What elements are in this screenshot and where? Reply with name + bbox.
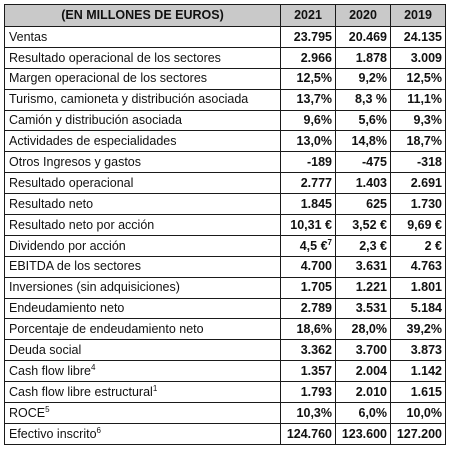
value-text: 10,3% (296, 405, 332, 420)
value-2020 (336, 110, 391, 131)
row-label-text: Dividendo por acción (9, 238, 126, 253)
row-label-text: Cash flow libre estructural (9, 384, 153, 399)
header-row (5, 5, 446, 27)
row-label (5, 152, 281, 173)
row-label (5, 340, 281, 361)
header-year-2021: 2021 (281, 5, 336, 27)
value-2019 (391, 152, 446, 173)
value-text: -189 (306, 155, 332, 170)
value-2020 (336, 298, 391, 319)
header-year-2019: 2019 (391, 5, 446, 27)
table-row (5, 277, 446, 298)
row-label (5, 194, 281, 215)
value-2020 (336, 68, 391, 89)
value-2019 (391, 47, 446, 68)
value-2019 (391, 361, 446, 382)
value-text: 13,0% (296, 134, 332, 149)
footnote-marker: 1 (152, 383, 158, 393)
value-text: 1.403 (355, 175, 387, 190)
row-label-text: Efectivo inscrito (9, 426, 97, 441)
row-label (5, 131, 281, 152)
value-2020 (336, 340, 391, 361)
value-2021 (281, 27, 336, 48)
value-text: 5.184 (410, 301, 442, 316)
value-2020 (336, 152, 391, 173)
value-text: 2,3 € (359, 238, 387, 253)
value-2021 (281, 215, 336, 236)
value-2020 (336, 256, 391, 277)
row-label-text: Resultado operacional de los sectores (9, 50, 221, 65)
value-2021 (281, 47, 336, 68)
value-2021 (281, 256, 336, 277)
table-row (5, 298, 446, 319)
value-text: 18,7% (406, 134, 442, 149)
row-label (5, 256, 281, 277)
table-row (5, 403, 446, 424)
value-2019 (391, 423, 446, 444)
value-text: 1.801 (410, 280, 442, 295)
value-2020 (336, 277, 391, 298)
row-label (5, 298, 281, 319)
value-text: 625 (366, 196, 387, 211)
value-2021 (281, 173, 336, 194)
value-text: 12,5% (406, 71, 442, 86)
value-text: 123.600 (341, 426, 387, 441)
table-row (5, 152, 446, 173)
value-text: 1.357 (300, 363, 332, 378)
row-label (5, 423, 281, 444)
footnote-marker: 5 (45, 404, 50, 414)
value-2019 (391, 27, 446, 48)
row-label-text: Deuda social (9, 343, 82, 358)
value-2020 (336, 361, 391, 382)
value-text: 124.760 (286, 426, 332, 441)
value-text: 39,2% (406, 322, 442, 337)
value-2019 (391, 298, 446, 319)
value-2020 (336, 173, 391, 194)
financial-table-container (4, 4, 445, 445)
value-text: 5,6% (358, 113, 387, 128)
table-row (5, 194, 446, 215)
value-text: 2.691 (410, 175, 442, 190)
row-label (5, 235, 281, 256)
value-text: 18,6% (296, 322, 332, 337)
value-text: 28,0% (351, 322, 387, 337)
row-label (5, 215, 281, 236)
value-text: 2 € (424, 238, 442, 253)
row-label-text: EBITDA de los sectores (9, 259, 142, 274)
value-2020 (336, 319, 391, 340)
value-2021 (281, 319, 336, 340)
value-text: 1.142 (410, 363, 442, 378)
header-units: (EN MILLONES DE EUROS) (5, 5, 281, 27)
table-row (5, 47, 446, 68)
value-2020 (336, 423, 391, 444)
row-label (5, 89, 281, 110)
value-text: 1.730 (410, 196, 442, 211)
value-text: 8,3 % (355, 92, 387, 107)
value-2020 (336, 131, 391, 152)
value-2019 (391, 277, 446, 298)
value-2020 (336, 382, 391, 403)
row-label-text: Turismo, camioneta y distribución asociada (9, 92, 249, 107)
value-text: 1.221 (355, 280, 387, 295)
row-label-text: Margen operacional de los sectores (9, 71, 208, 86)
value-text: 3.700 (355, 343, 387, 358)
value-text: 9,69 € (407, 217, 442, 232)
row-label (5, 319, 281, 340)
row-label-text: Ventas (9, 29, 48, 44)
footnote-marker: 7 (327, 237, 332, 247)
row-label (5, 68, 281, 89)
value-2019 (391, 110, 446, 131)
value-text: 2.010 (355, 384, 387, 399)
table-row (5, 131, 446, 152)
row-label-text: Cash flow libre (9, 363, 91, 378)
value-2019 (391, 256, 446, 277)
value-text: 11,1% (407, 92, 442, 107)
table-row (5, 27, 446, 48)
table-row (5, 235, 446, 256)
value-text: 12,5% (296, 71, 332, 86)
footnote-marker: 6 (96, 425, 101, 435)
value-text: 3.873 (410, 343, 442, 358)
value-text: 2.777 (300, 175, 332, 190)
row-label (5, 47, 281, 68)
row-label-text: Resultado operacional (9, 175, 134, 190)
value-2020 (336, 215, 391, 236)
value-2019 (391, 382, 446, 403)
value-2020 (336, 47, 391, 68)
row-label-text: Camión y distribución asociada (9, 113, 183, 128)
value-text: 1.878 (355, 50, 387, 65)
value-text: 2.789 (300, 301, 332, 316)
value-2021 (281, 403, 336, 424)
table-row (5, 423, 446, 444)
value-2021 (281, 382, 336, 403)
value-text: 10,31 € (290, 217, 332, 232)
value-2020 (336, 235, 391, 256)
value-2021 (281, 131, 336, 152)
value-2021 (281, 340, 336, 361)
row-label-text: Endeudamiento neto (9, 301, 125, 316)
row-label-text: Resultado neto (9, 196, 94, 211)
table-row (5, 319, 446, 340)
table-row (5, 382, 446, 403)
value-2019 (391, 173, 446, 194)
value-2020 (336, 403, 391, 424)
table-row (5, 256, 446, 277)
row-label-text: Actividades de especialidades (9, 134, 177, 149)
value-text: 4,5 € (299, 238, 328, 253)
value-text: 6,0% (358, 405, 387, 420)
table-row (5, 361, 446, 382)
value-2021 (281, 152, 336, 173)
footnote-marker: 4 (90, 362, 96, 372)
value-text: 24.135 (403, 29, 442, 44)
value-text: 9,2% (358, 71, 387, 86)
row-label-text: Otros Ingresos y gastos (9, 155, 142, 170)
row-label (5, 403, 281, 424)
table-body (5, 27, 446, 445)
value-2021 (281, 277, 336, 298)
value-2019 (391, 194, 446, 215)
value-text: 3.362 (300, 343, 332, 358)
row-label (5, 361, 281, 382)
value-text: -318 (416, 155, 442, 170)
financial-table (4, 4, 446, 445)
value-2020 (336, 89, 391, 110)
value-2019 (391, 319, 446, 340)
row-label (5, 27, 281, 48)
value-2019 (391, 215, 446, 236)
value-text: 1.793 (300, 384, 332, 399)
value-text: 2.966 (300, 50, 332, 65)
value-text: 3.009 (410, 50, 442, 65)
row-label-text: ROCE (9, 405, 46, 420)
value-text: 23.795 (293, 29, 332, 44)
table-row (5, 89, 446, 110)
value-text: 9,6% (303, 113, 332, 128)
value-text: -475 (361, 155, 387, 170)
value-2019 (391, 403, 446, 424)
value-text: 4.700 (300, 259, 332, 274)
row-label (5, 277, 281, 298)
value-text: 10,0% (406, 405, 442, 420)
row-label-text: Resultado neto por acción (9, 217, 155, 232)
value-text: 1.845 (300, 196, 332, 211)
value-2021 (281, 194, 336, 215)
value-2020 (336, 194, 391, 215)
value-2021 (281, 89, 336, 110)
header-year-2020: 2020 (336, 5, 391, 27)
value-text: 1.705 (300, 280, 332, 295)
table-row (5, 68, 446, 89)
value-2021 (281, 68, 336, 89)
value-2021 (281, 298, 336, 319)
value-text: 9,3% (413, 113, 442, 128)
value-2019 (391, 340, 446, 361)
table-row (5, 340, 446, 361)
table-row (5, 215, 446, 236)
row-label (5, 110, 281, 131)
row-label (5, 173, 281, 194)
row-label-text: Porcentaje de endeudamiento neto (9, 322, 204, 337)
value-text: 14,8% (351, 134, 387, 149)
value-2019 (391, 131, 446, 152)
value-2021 (281, 423, 336, 444)
value-text: 3.631 (355, 259, 387, 274)
row-label-text: Inversiones (sin adquisiciones) (9, 280, 180, 295)
value-text: 2.004 (355, 363, 387, 378)
value-text: 127.200 (396, 426, 442, 441)
value-text: 4.763 (410, 259, 442, 274)
value-text: 1.615 (410, 384, 442, 399)
table-row (5, 173, 446, 194)
value-2019 (391, 235, 446, 256)
value-text: 3,52 € (352, 217, 387, 232)
table-row (5, 110, 446, 131)
value-2020 (336, 27, 391, 48)
value-2021 (281, 235, 336, 256)
value-text: 13,7% (296, 92, 332, 107)
value-text: 20.469 (348, 29, 387, 44)
value-2021 (281, 361, 336, 382)
row-label (5, 382, 281, 403)
value-text: 3.531 (355, 301, 387, 316)
value-2021 (281, 110, 336, 131)
value-2019 (391, 89, 446, 110)
value-2019 (391, 68, 446, 89)
